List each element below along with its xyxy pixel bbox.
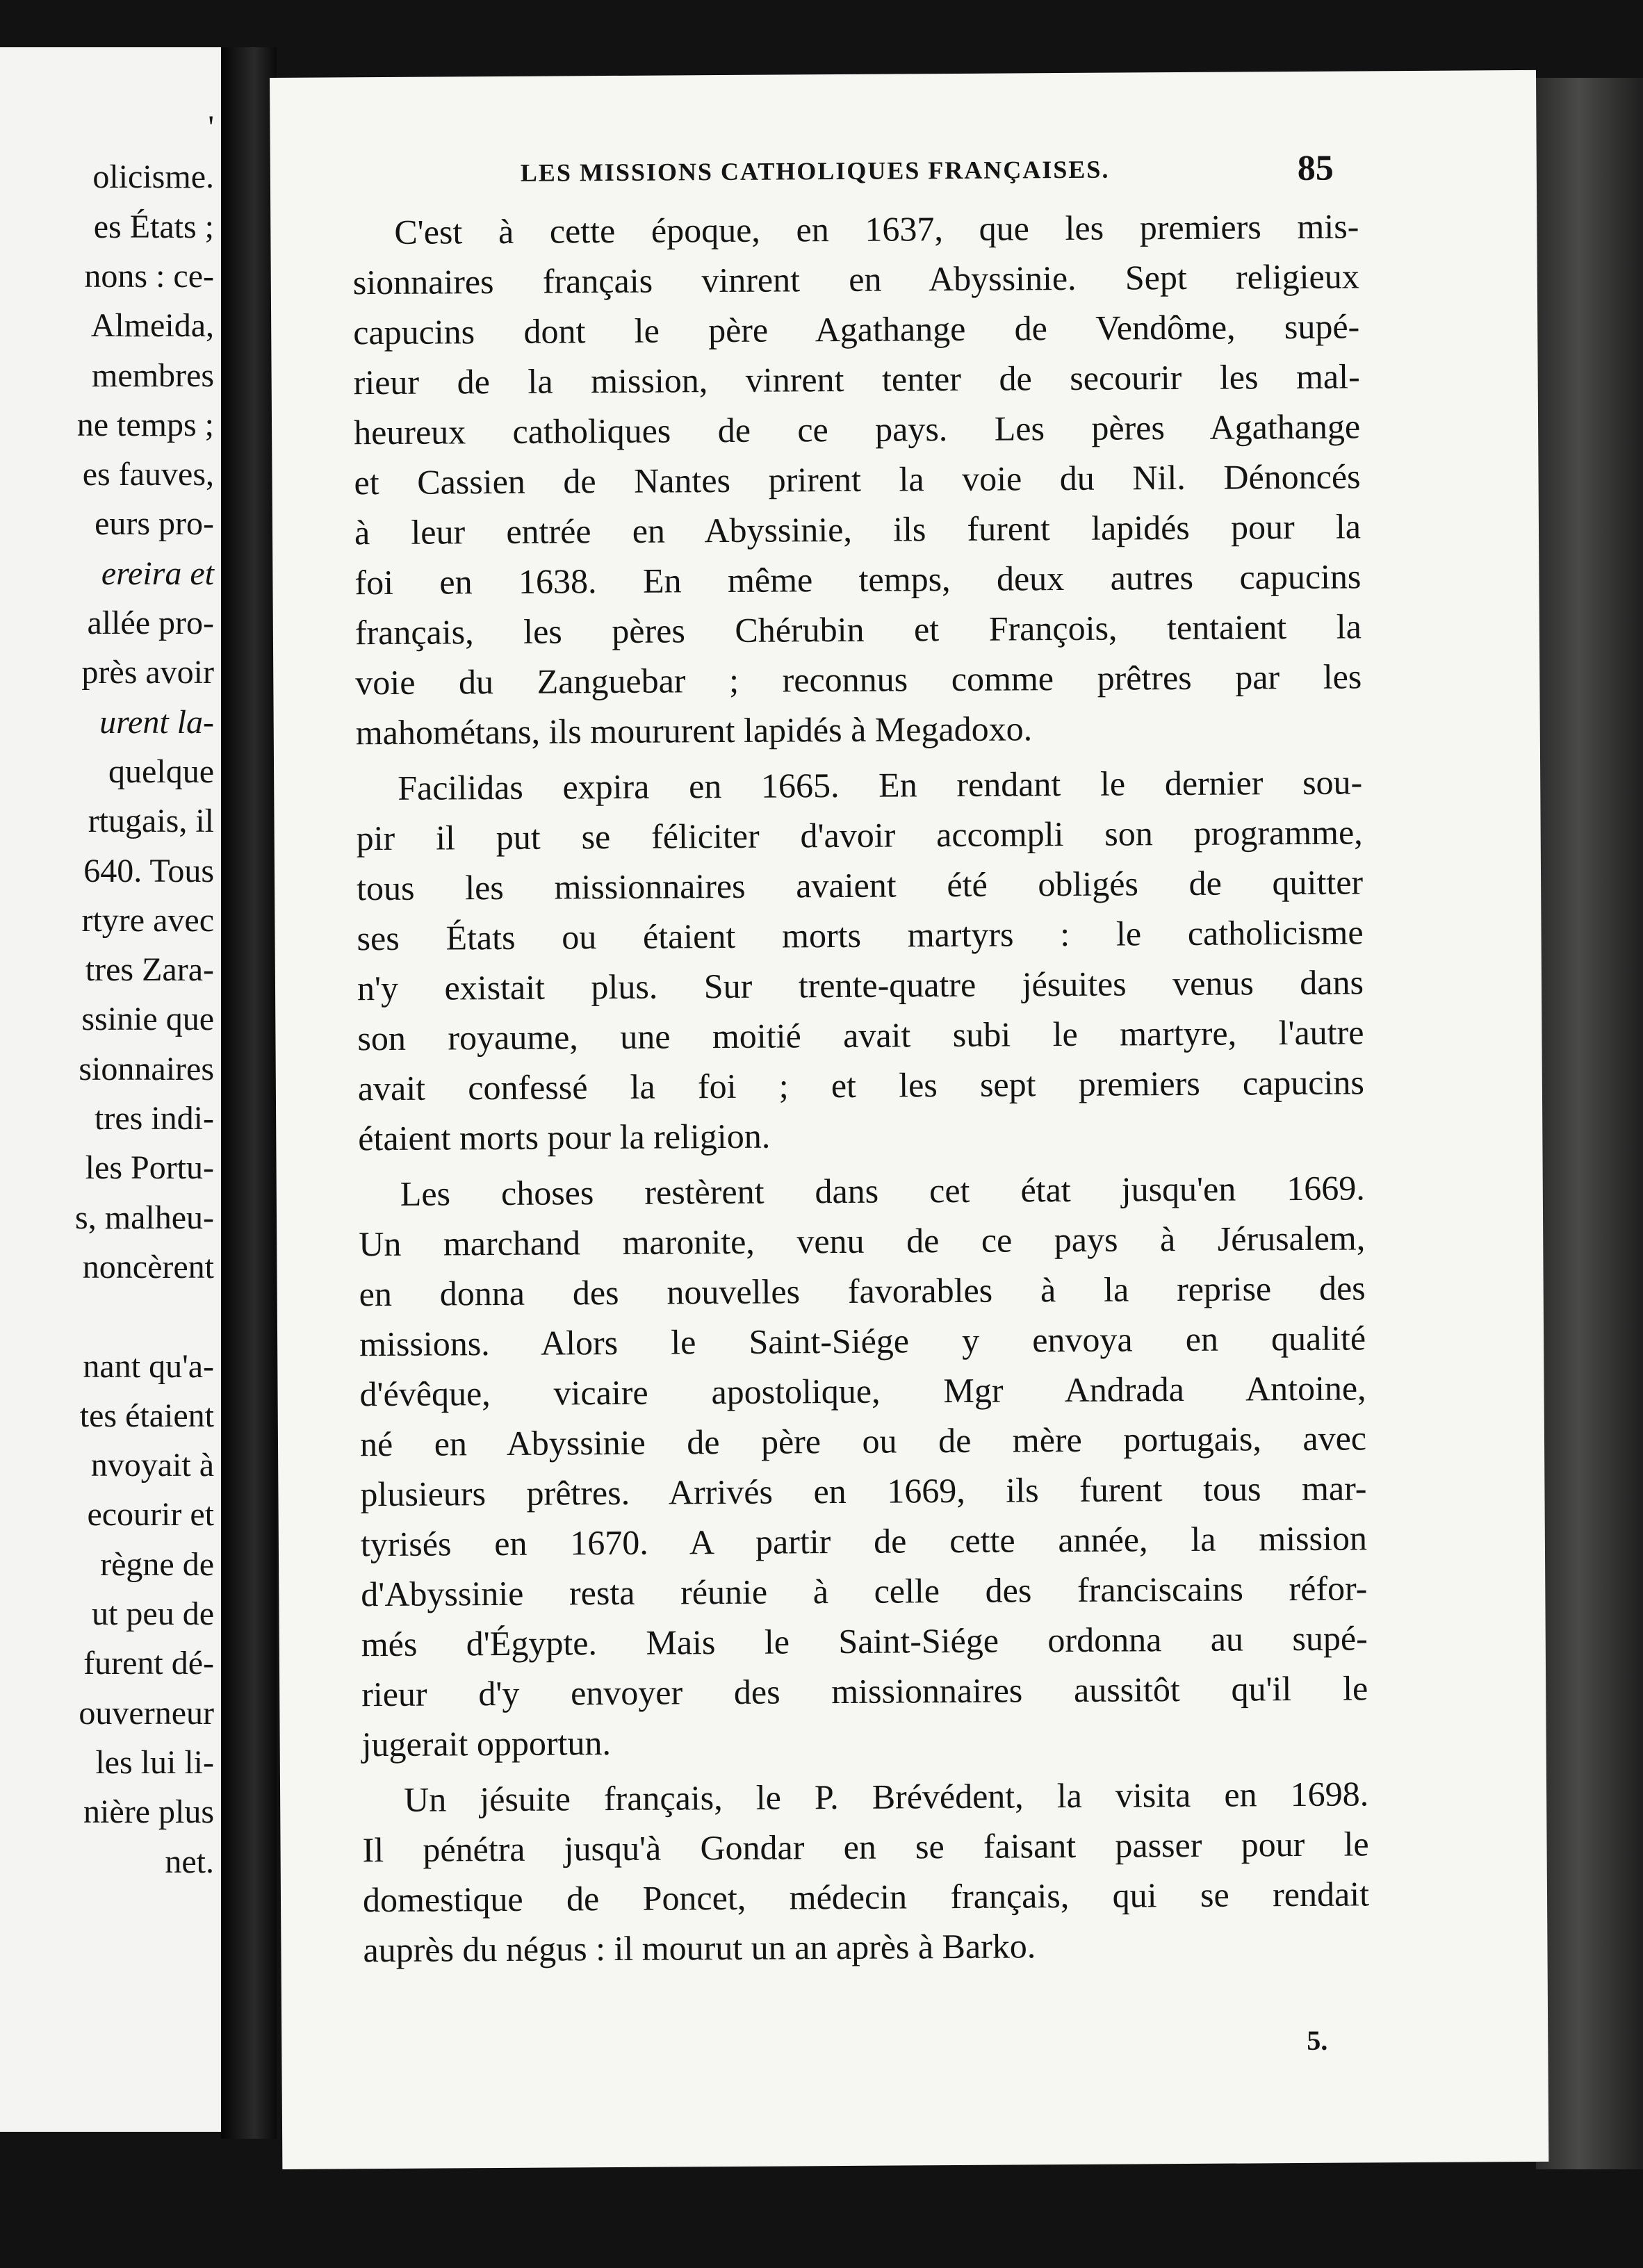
left-page-line: nière plus (83, 1793, 214, 1831)
body-text-line: en donna des nouvelles favorables à la reprise des (359, 1268, 1366, 1314)
left-page-line: les lui li- (95, 1743, 214, 1781)
body-text-line: à leur entrée en Abyssinie, ils furent lapidés pour la (354, 507, 1362, 552)
signature-mark: 5. (1307, 2024, 1328, 2056)
body-text-line: rieur d'y envoyer des missionnaires aussitôt qu'il le (361, 1668, 1368, 1714)
body-text-line: C'est à cette époque, en 1637, que les premiers mis- (394, 206, 1359, 252)
left-page-line: les Portu- (85, 1149, 214, 1187)
body-text-line: sionnaires français vinrent en Abyssinie. Sept religieux (352, 256, 1359, 302)
body-text-line: avait confessé la foi ; et les sept premiers capucins (357, 1062, 1365, 1108)
left-page-line: es États ; (93, 208, 214, 245)
body-text-line: d'évêque, vicaire apostolique, Mgr Andrada Antoine, (359, 1368, 1366, 1414)
left-page-line: net. (165, 1843, 214, 1880)
left-page-line: ne temps ; (76, 406, 214, 443)
right-page (270, 70, 1548, 2169)
body-text-line: tous les missionnaires avaient été obligés de quitter (356, 862, 1364, 908)
left-page-line: 640. Tous (83, 852, 214, 889)
left-page-line: noncèrent (82, 1248, 214, 1285)
body-text-line: jugerait opportun. (361, 1723, 612, 1764)
body-text-line: heureux catholiques de ce pays. Les pères Agathange (353, 406, 1361, 452)
body-text-line: més d'Égypte. Mais le Saint-Siége ordonna au supé- (361, 1618, 1368, 1664)
left-page-line: ssinie que (81, 1001, 214, 1038)
left-page-line: furent dé- (83, 1645, 214, 1682)
body-text-line: auprès du négus : il mourut un an après à Barko. (363, 1926, 1036, 1970)
body-text-line: domestique de Poncet, médecin français, qui se rendait (362, 1874, 1370, 1920)
left-page-line: olicisme. (92, 158, 214, 196)
left-page-line: règne de (100, 1545, 214, 1583)
body-text-line: Un marchand maronite, venu de ce pays à Jérusalem, (359, 1218, 1366, 1264)
book-edge (1536, 78, 1643, 2169)
left-page-line: nant qu'a- (83, 1347, 214, 1385)
body-text-line: n'y existait plus. Sur trente-quatre jésuites venus dans (357, 962, 1364, 1008)
body-text-line: son royaume, une moitié avait subi le martyre, l'autre (357, 1012, 1364, 1058)
left-page-line: rtyre avec (81, 901, 214, 939)
left-page-line: rtugais, il (88, 803, 214, 840)
left-page-line: s, malheu- (75, 1199, 214, 1236)
body-text-line: Facilidas expira en 1665. En rendant le dernier sou- (398, 762, 1363, 807)
body-text-line: ses États ou étaient morts martyrs : le catholicisme (357, 912, 1364, 958)
left-page-line: Almeida, (90, 307, 214, 345)
body-text-line: tyrisés en 1670. A partir de cette année, la mission (360, 1518, 1368, 1564)
left-page-line: ' (208, 109, 214, 146)
left-page-line: sionnaires (79, 1050, 214, 1087)
left-page-line: quelque (108, 753, 214, 790)
body-text-line: français, les pères Chérubin et François, tentaient la (354, 607, 1362, 652)
body-text-line: voie du Zanguebar ; reconnus comme prêtres par les (355, 657, 1362, 702)
body-text-line: plusieurs prêtres. Arrivés en 1669, ils furent tous mar- (360, 1468, 1367, 1514)
left-page-line: tres Zara- (85, 951, 214, 989)
left-page-line: allée pro- (87, 605, 214, 641)
left-page-line: es fauves, (82, 456, 214, 493)
body-text-line: Il pénétra jusqu'à Gondar en se faisant passer pour le (362, 1824, 1369, 1870)
body-text-line: étaient morts pour la religion. (358, 1116, 771, 1158)
left-page-line: ereira et (101, 554, 214, 592)
left-page-line: urent la- (99, 703, 214, 741)
book-gutter (221, 47, 277, 2139)
body-text-line: d'Abyssinie resta réunie à celle des franciscains réfor- (361, 1568, 1368, 1614)
left-page-line: eurs pro- (95, 505, 214, 543)
body-text-line: missions. Alors le Saint-Siége y envoya en qualité (359, 1318, 1366, 1364)
body-text-line: pir il put se féliciter d'avoir accompli son programme, (356, 812, 1363, 858)
left-page-line: ut peu de (92, 1595, 214, 1632)
body-text-line: mahométans, ils moururent lapidés à Megadoxo. (355, 709, 1033, 753)
body-text-line: Les choses restèrent dans cet état jusqu'en 1669. (400, 1168, 1365, 1213)
body-text-line: capucins dont le père Agathange de Vendôme, supé- (353, 306, 1360, 352)
left-page-line: nvoyait à (90, 1447, 214, 1484)
page-number: 85 (1297, 148, 1334, 188)
left-page-fragment (0, 47, 221, 2132)
body-text-line: né en Abyssinie de père ou de mère portugais, avec (359, 1418, 1367, 1464)
body-text-line: et Cassien de Nantes prirent la voie du Nil. Dénoncés (354, 457, 1361, 502)
left-page-line: près avoir (81, 654, 214, 691)
left-page-line: tres indi- (95, 1100, 214, 1137)
body-text-line: rieur de la mission, vinrent tenter de secourir les mal- (353, 356, 1360, 402)
left-page-line: ecourir et (87, 1496, 214, 1534)
left-page-line: nons : ce- (84, 257, 214, 295)
running-title: LES MISSIONS CATHOLIQUES FRANÇAISES. (520, 155, 1110, 187)
left-page-line: ouverneur (79, 1694, 214, 1732)
left-page-line: membres (92, 356, 214, 394)
left-page-line: tes étaient (79, 1397, 214, 1434)
body-text-line: foi en 1638. En même temps, deux autres capucins (354, 557, 1362, 602)
body-text-line: Un jésuite français, le P. Brévédent, la visita en 1698. (403, 1774, 1369, 1819)
